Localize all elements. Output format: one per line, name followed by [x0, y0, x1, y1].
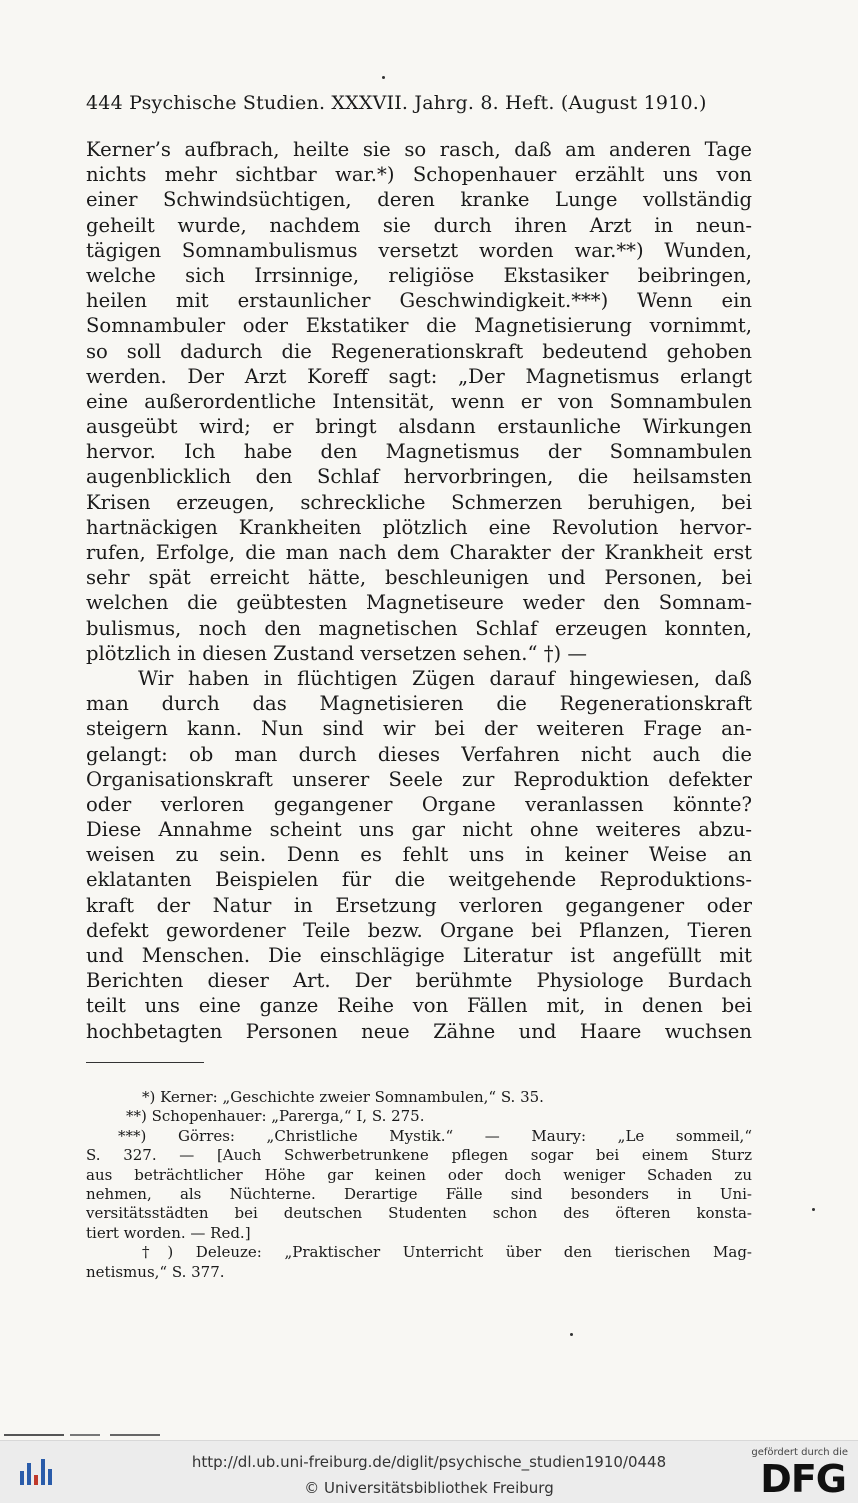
text-line: plötzlich in diesen Zustand versetzen sehen.“ †) — [86, 641, 587, 665]
text-line: und Menschen. Die einschlägige Literatur ist angefüllt mit [86, 944, 752, 967]
footnote-line: *) Kerner: „Geschichte zweier Somnambulen,“ S. 35. [142, 1088, 544, 1106]
text-line: defekt gewordener Teile bezw. Organe bei Pflanzen, Tieren [86, 918, 752, 942]
footnote-line: versitätsstädten bei deutschen Studenten schon des öfteren konsta- [86, 1204, 752, 1223]
text-line: Kerner’s aufbrach, heilte sie so rasch, daß am anderen Tage [86, 138, 752, 161]
text-line: hochbetagten Personen neue Zähne und Haare wuchsen [86, 1019, 752, 1043]
text-line: Diese Annahme scheint uns gar nicht ohne weiteres abzu- [86, 818, 752, 842]
footnote-line: netismus,“ S. 377. [86, 1262, 225, 1281]
body-text [86, 137, 752, 1044]
footnote-line: aus beträchtlicher Höhe gar keinen oder doch weniger Schaden zu [86, 1165, 752, 1184]
funding-label: gefördert durch die [751, 1447, 848, 1458]
text-line: gelangt: ob man durch dieses Verfahren nicht auch die [86, 742, 752, 766]
footnote-line: **) Schopenhauer: „Parerga,“ I, S. 275. [126, 1107, 425, 1126]
viewer-footer [0, 1440, 858, 1503]
text-line: steigern kann. Nun sind wir bei der weiteren Frage an- [86, 717, 752, 741]
text-line: welchen die geübtesten Magnetiseure weder den Somnam- [86, 591, 752, 615]
text-line: bulismus, noch den magnetischen Schlaf erzeugen konnten, [86, 616, 752, 640]
text-line: oder verloren gegangener Organe veranlassen könnte? [86, 792, 752, 816]
footnote-line: tiert worden. — Red.] [86, 1223, 251, 1242]
permalink-url[interactable]: http://dl.ub.uni-freiburg.de/diglit/psychische_studien1910/0448 [191, 1453, 667, 1471]
text-line: welche sich Irrsinnige, religiöse Ekstasiker beibringen, [86, 263, 752, 287]
text-line: rufen, Erfolge, die man nach dem Charakter der Krankheit erst [86, 541, 752, 564]
dfg-logo[interactable]: DFG [760, 1457, 846, 1501]
text-line: ausgeübt wird; er bringt alsdann erstaunliche Wirkungen [86, 415, 752, 439]
text-line: eklatanten Beispielen für die weitgehende Reproduktions- [86, 868, 752, 892]
text-line: hartnäckigen Krankheiten plötzlich eine Revolution hervor- [86, 515, 752, 539]
text-line: Somnambuler oder Ekstatiker die Magnetisierung vornimmt, [86, 314, 752, 338]
footnote-line: nehmen, als Nüchterne. Derartige Fälle sind besonders in Uni- [86, 1184, 752, 1203]
footnote-line: ***) Görres: „Christliche Mystik.“ — Maury: „Le sommeil,“ [118, 1126, 752, 1145]
scan-speck [570, 1333, 573, 1336]
text-line: Wir haben in flüchtigen Zügen darauf hingewiesen, daß [138, 666, 752, 690]
footnote-line: S. 327. — [Auch Schwerbetrunkene pflegen sogar bei einem Sturz [86, 1146, 752, 1165]
footnotes [86, 1088, 752, 1282]
footnote-rule [86, 1062, 204, 1063]
footnote-line: †) Deleuze: „Praktischer Unterricht über den tierischen Mag- [142, 1243, 752, 1262]
text-line: Berichten dieser Art. Der berühmte Physiologe Burdach [86, 969, 752, 993]
text-line: Organisationskraft unserer Seele zur Reproduktion defekter [86, 767, 752, 791]
text-line: eine außerordentliche Intensität, wenn er von Somnambulen [86, 389, 752, 413]
text-line: kraft der Natur in Ersetzung verloren gegangener oder [86, 893, 752, 917]
text-line: teilt uns eine ganze Reihe von Fällen mit, in denen bei [86, 994, 752, 1018]
scan-speck [382, 76, 385, 79]
text-line: tägigen Somnambulismus versetzt worden war.**) Wunden, [86, 238, 752, 262]
text-line: man durch das Magnetisieren die Regenerationskraft [86, 692, 752, 716]
text-line: einer Schwindsüchtigen, deren kranke Lunge vollständig [86, 188, 752, 212]
text-line: heilen mit erstaunlicher Geschwindigkeit.***) Wenn ein [86, 289, 752, 313]
scan-edge-mark [0, 1432, 180, 1438]
text-line: geheilt wurde, nachdem sie durch ihren Arzt in neun- [86, 213, 752, 237]
text-line: so soll dadurch die Regenerationskraft bedeutend gehoben [86, 339, 752, 363]
copyright-notice: © Universitätsbibliothek Freiburg [304, 1479, 554, 1497]
text-line: weisen zu sein. Denn es fehlt uns in keiner Weise an [86, 843, 752, 867]
scan-speck [812, 1208, 815, 1211]
text-line: sehr spät erreicht hätte, beschleunigen und Personen, bei [86, 566, 752, 590]
text-line: hervor. Ich habe den Magnetismus der Somnambulen [86, 440, 752, 464]
text-line: Krisen erzeugen, schreckliche Schmerzen beruhigen, bei [86, 490, 752, 514]
text-line: augenblicklich den Schlaf hervorbringen, die heilsamsten [86, 465, 752, 489]
text-line: nichts mehr sichtbar war.*) Schopenhauer erzählt uns von [86, 163, 752, 187]
text-line: werden. Der Arzt Koreff sagt: „Der Magnetismus erlangt [86, 364, 752, 388]
running-header: 444 Psychische Studien. XXXVII. Jahrg. 8. Heft. (August 1910.) [86, 92, 707, 114]
